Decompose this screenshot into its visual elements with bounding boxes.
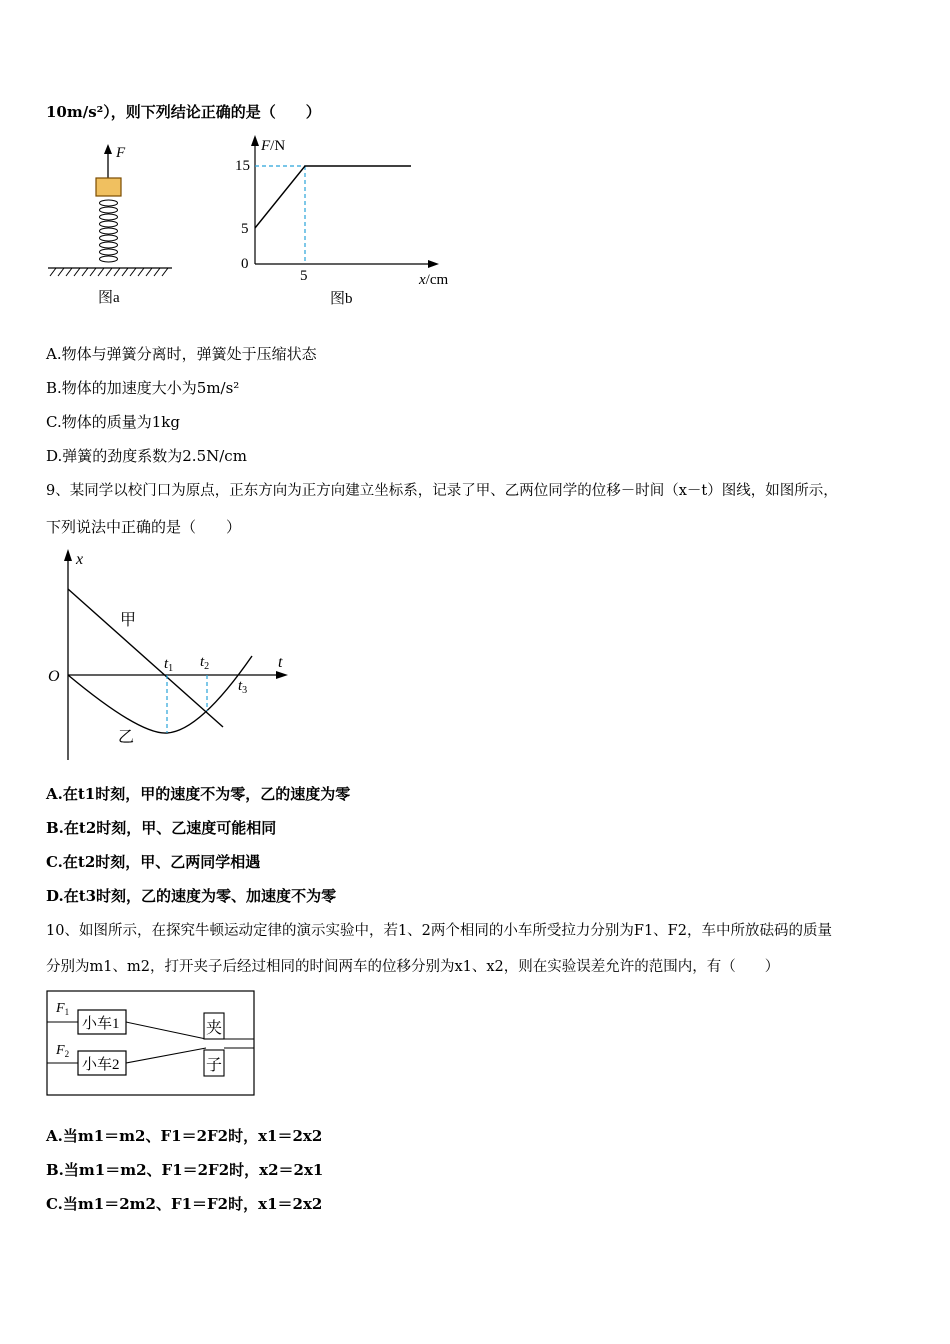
curve-yi bbox=[68, 656, 252, 733]
x-tick-5: 5 bbox=[300, 268, 308, 284]
figure-q10-carts bbox=[46, 990, 258, 1098]
x-axis-label: x bbox=[76, 551, 84, 568]
t2-label: $t_2$ bbox=[200, 654, 210, 672]
q10-option-a: A.当m1＝m2、F1＝2F2时，x1＝2x2 bbox=[46, 1127, 323, 1145]
origin-label: O bbox=[48, 668, 60, 685]
y-tick-0: 0 bbox=[241, 256, 249, 272]
t1-label: $t_1$ bbox=[164, 656, 174, 674]
q9-option-b: B.在t2时刻，甲、乙速度可能相同 bbox=[46, 819, 277, 837]
force-curve bbox=[255, 166, 411, 228]
figure-b-graph bbox=[225, 130, 465, 310]
y-axis-label: F/N bbox=[261, 138, 286, 154]
spring bbox=[100, 200, 118, 262]
q8-option-b: B.物体的加速度大小为5m/s² bbox=[46, 379, 240, 397]
f1-label: $F_1$ bbox=[56, 1001, 70, 1017]
f2-label: $F_2$ bbox=[56, 1043, 70, 1059]
q10-option-b: B.当m1＝m2、F1＝2F2时，x2＝2x1 bbox=[46, 1161, 324, 1179]
q8-option-a: A.物体与弹簧分离时，弹簧处于压缩状态 bbox=[46, 345, 317, 363]
q9-option-d: D.在t3时刻，乙的速度为零、加速度不为零 bbox=[46, 887, 337, 905]
figure-b-caption: 图b bbox=[330, 291, 353, 307]
car2-label: 小车2 bbox=[82, 1057, 120, 1073]
figure-a-caption: 图a bbox=[98, 290, 120, 306]
yi-label: 乙 bbox=[118, 729, 135, 746]
clip-bottom-label: 子 bbox=[206, 1057, 223, 1074]
y-tick-15: 15 bbox=[235, 158, 250, 174]
frame bbox=[47, 991, 254, 1095]
q9-option-c: C.在t2时刻，甲、乙两同学相遇 bbox=[46, 853, 261, 871]
clip-top-label: 夹 bbox=[206, 1020, 223, 1037]
figure-a-spring bbox=[40, 140, 190, 310]
jia-label: 甲 bbox=[120, 612, 137, 629]
q9-stem-line2: 下列说法中正确的是（ ） bbox=[46, 518, 242, 536]
q8-option-c: C.物体的质量为1kg bbox=[46, 413, 180, 431]
t3-label: $t_3$ bbox=[238, 678, 248, 696]
q10-stem-line1: 10、如图所示，在探究牛顿运动定律的演示实验中，若1、2两个相同的小车所受拉力分别为F1、F2，车中所放砝码的质量 bbox=[46, 923, 832, 939]
q10-stem-line2: 分别为m1、m2，打开夹子后经过相同的时间两车的位移分别为x1、x2，则在实验误差允许的范围内，有（ ） bbox=[46, 959, 780, 975]
y-tick-5: 5 bbox=[241, 221, 249, 237]
force-label: F bbox=[116, 145, 126, 161]
q8-option-d: D.弹簧的劲度系数为2.5N/cm bbox=[46, 447, 247, 465]
t-axis-label: t bbox=[278, 654, 283, 671]
q9-option-a: A.在t1时刻，甲的速度不为零，乙的速度为零 bbox=[46, 785, 351, 803]
x-axis-label: x/cm bbox=[419, 272, 449, 288]
q8-intro: 10m/s²），则下列结论正确的是（ ） bbox=[46, 103, 321, 121]
string2 bbox=[126, 1048, 206, 1063]
q10-option-c: C.当m1＝2m2、F1＝F2时，x1＝2x2 bbox=[46, 1195, 323, 1213]
q9-stem-line1: 9、某同学以校门口为原点，正东方向为正方向建立坐标系，记录了甲、乙两位同学的位移－时间（x－t）图线，如图所示， bbox=[46, 483, 838, 499]
string1 bbox=[126, 1022, 206, 1039]
figure-q9-xt-graph bbox=[40, 545, 300, 765]
car1-label: 小车1 bbox=[82, 1016, 120, 1032]
block bbox=[96, 178, 121, 196]
